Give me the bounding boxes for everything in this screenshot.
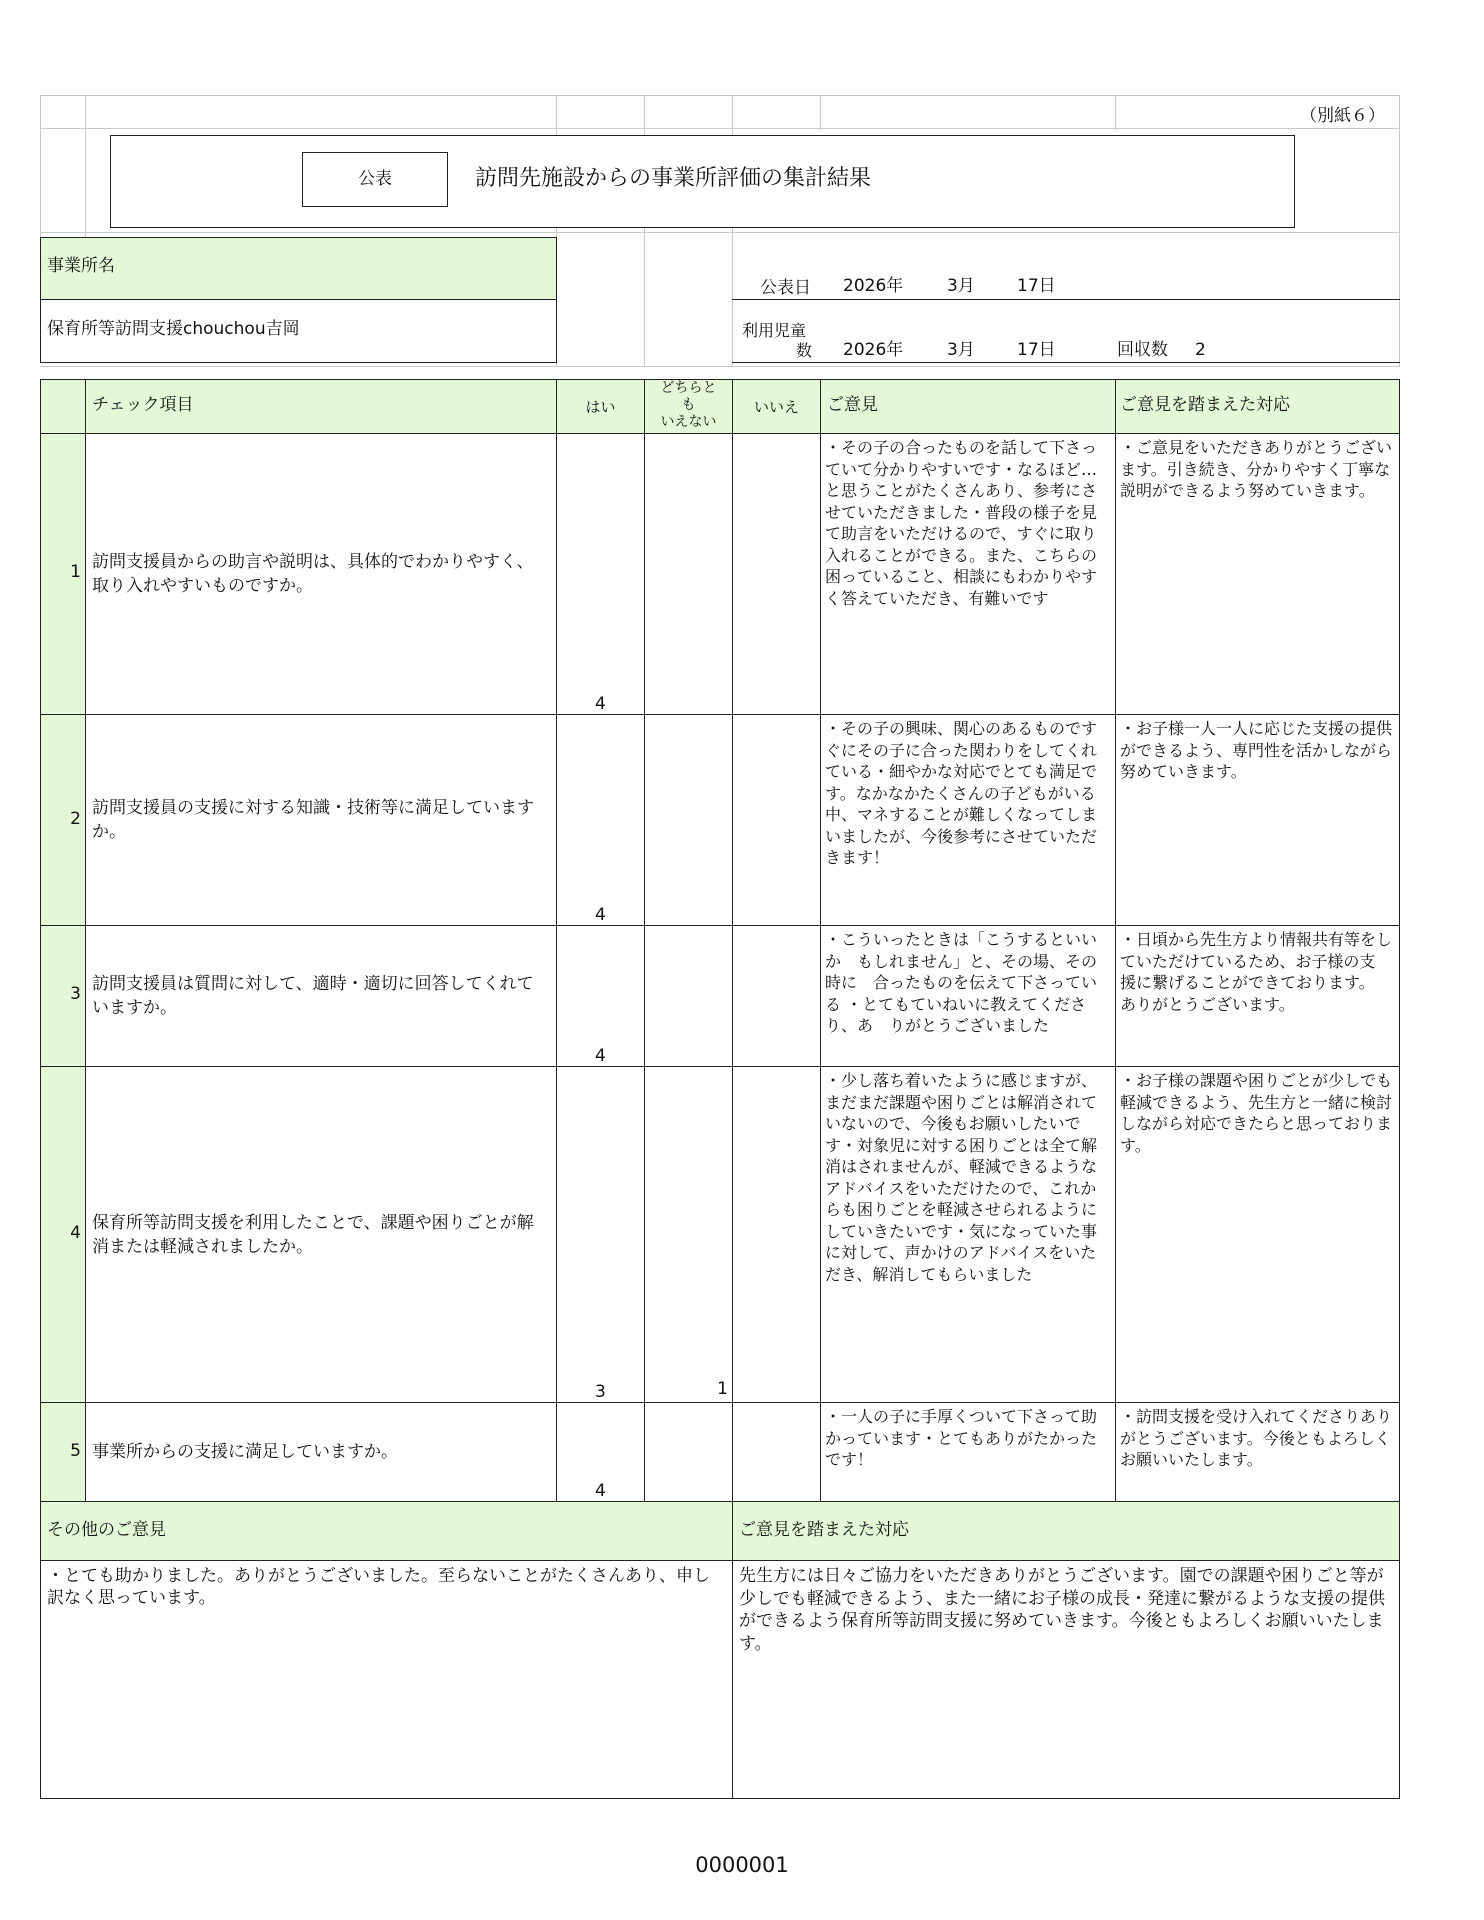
header-yes: はい (556, 379, 645, 434)
no-count-cell (732, 925, 821, 1067)
check-item (85, 925, 557, 1067)
attachment-label: （別紙６） (1300, 106, 1385, 126)
yes-count-cell (556, 433, 645, 715)
header-neither-line3: いえない (660, 414, 717, 430)
response-text: ・お子様一人一人に応じた支援の提供ができるよう、専門性を活かしながら努めていきます。 (1115, 714, 1400, 926)
responses-count: 2 (1195, 340, 1206, 360)
yes-count: 4 (595, 905, 606, 925)
header-number (40, 379, 86, 434)
children-count-label-1: 利用児童 (742, 321, 807, 340)
header-neither-line2: も (681, 397, 696, 413)
gridline (1115, 95, 1116, 130)
yes-count: 4 (595, 1481, 606, 1501)
other-response-label: ご意見を踏まえた対応 (732, 1501, 1400, 1561)
header-response: ご意見を踏まえた対応 (1115, 379, 1400, 434)
header-opinion: ご意見 (820, 379, 1116, 434)
response-text: ・お子様の課題や困りごとが少しでも軽減できるよう、先生方と一緒に検討しながら対応できたらと思っております。 (1115, 1066, 1400, 1403)
row-number: 1 (70, 562, 81, 582)
yes-count: 4 (595, 1046, 606, 1066)
other-response-text: 先生方には日々ご協力をいただきありがとうございます。園での課題や困りごと等が少しでも軽減できるよう、また一緒にお子様の成長・発達に繋がるような支援の提供ができるよう保育所等訪問支援に努めていきます。今後ともよろしくお願いいたします。 (732, 1560, 1400, 1799)
check-item-text: 訪問支援員からの助言や説明は、具体的でわかりやすく、取り入れやすいものですか。 (92, 552, 534, 596)
publish-day: 17日 (1017, 276, 1056, 296)
check-item-text: 事業所からの支援に満足していますか。 (92, 1442, 398, 1462)
office-name-label: 事業所名 (40, 237, 557, 300)
row-number: 2 (70, 809, 81, 829)
other-opinion-label: その他のご意見 (40, 1501, 733, 1561)
header-check-item: チェック項目 (85, 379, 557, 434)
check-item (85, 1066, 557, 1403)
no-count-cell (732, 1066, 821, 1403)
neither-count-cell (644, 1066, 733, 1403)
children-day: 17日 (1017, 340, 1056, 360)
opinion-text: ・こういったときは「こうするといいか もしれません」と、その場、その時に 合ったものを伝えて下さっている ・とてもていねいに教えてくださり、あ りがとうございました (820, 925, 1116, 1067)
response-text: ・ご意見をいただきありがとうございます。引き続き、分かりやすく丁寧な説明ができるよう努めていきます。 (1115, 433, 1400, 715)
gridline (40, 366, 1400, 367)
opinion-text: ・一人の子に手厚くついて下さって助かっています・とてもありがたかったです！ (820, 1402, 1116, 1502)
gridline (85, 95, 86, 237)
neither-count-cell (644, 1402, 733, 1502)
row-number-cell (40, 1066, 86, 1403)
response-text: ・訪問支援を受け入れてくださりありがとうございます。今後ともよろしくお願いいたします。 (1115, 1402, 1400, 1502)
neither-count-cell (644, 714, 733, 926)
publish-date-label: 公表日 (760, 278, 811, 298)
rule (732, 362, 1400, 363)
check-item-text: 保育所等訪問支援を利用したことで、課題や困りごとが解消または軽減されましたか。 (92, 1212, 534, 1257)
neither-count-cell (644, 433, 733, 715)
children-month: 3月 (947, 340, 975, 360)
gridline (1399, 95, 1400, 367)
gridline (40, 232, 1400, 233)
gridline (40, 128, 1400, 129)
opinion-text: ・その子の興味、関心のあるものですぐにその子に合った関わりをしてくれている・細やかな対応でとても満足です。なかなかたくさんの子どもがいる中、マネすることが難しくなってしまいましたが、今後参考にさせていただきます！ (820, 714, 1116, 926)
rule (732, 299, 1400, 300)
gridline (40, 95, 1400, 96)
yes-count-cell (556, 925, 645, 1067)
neither-count-cell (644, 925, 733, 1067)
office-name: 保育所等訪問支援chouchou吉岡 (40, 299, 557, 363)
children-count-label-2: 数 (796, 341, 813, 360)
response-text: ・日頃から先生方より情報共有等をし ていただけているため、お子様の支 援に繋げることができております。 ありがとうございます。 (1115, 925, 1400, 1067)
row-number: 5 (70, 1441, 81, 1461)
row-number: 4 (70, 1223, 81, 1243)
yes-count-cell (556, 714, 645, 926)
publish-month: 3月 (947, 276, 975, 296)
opinion-text: ・その子の合ったものを話して下さっていて分かりやすいです・なるほど…と思うことがたくさんあり、参考にさせていただきました・普段の様子を見て助言をいただけるので、すぐに取り入れることができる。また、こちらの困っていること、相談にもわかりやすく答えていただき、有難いです (820, 433, 1116, 715)
no-count-cell (732, 433, 821, 715)
check-item-text: 訪問支援員の支援に対する知識・技術等に満足していますか。 (92, 798, 534, 842)
check-item-text: 訪問支援員は質問に対して、適時・適切に回答してくれていますか。 (92, 974, 534, 1018)
yes-count-cell (556, 1402, 645, 1502)
gridline (40, 95, 41, 237)
row-number: 3 (70, 984, 81, 1004)
page-title: 訪問先施設からの事業所評価の集計結果 (475, 166, 872, 191)
row-number-cell (40, 925, 86, 1067)
neither-count: 1 (717, 1379, 728, 1399)
header-no: いいえ (732, 379, 821, 434)
check-item (85, 1402, 557, 1502)
gridline (820, 95, 821, 130)
no-count-cell (732, 1402, 821, 1502)
yes-count: 3 (595, 1382, 606, 1402)
no-count-cell (732, 714, 821, 926)
row-number-cell (40, 714, 86, 926)
page-code: 0000001 (695, 1853, 789, 1877)
responses-label: 回収数 (1117, 340, 1168, 360)
check-item (85, 433, 557, 715)
yes-count: 4 (595, 694, 606, 714)
children-year: 2026年 (843, 340, 904, 360)
other-opinion-text: ・とても助かりました。ありがとうございました。至らないことがたくさんあり、申し訳なく思っています。 (40, 1560, 733, 1799)
yes-count-cell (556, 1066, 645, 1403)
header-neither-line1: どちらと (660, 380, 717, 396)
row-number-cell (40, 433, 86, 715)
header-neither (644, 379, 733, 434)
opinion-text: ・少し落ち着いたように感じますが、まだまだ課題や困りごとは解消されていないので、今後もお願いしたいです・対象児に対する困りごとは全て解消はされませんが、軽減できるようなアドバイスをいただけたので、これからも困りごとを軽減させられるようにしていきたいです・気になっていた事に対して、声かけのアドバイスをいただき、解消してもらいました (820, 1066, 1116, 1403)
publish-year: 2026年 (843, 276, 904, 296)
publication-badge: 公表 (302, 152, 448, 207)
check-item (85, 714, 557, 926)
row-number-cell (40, 1402, 86, 1502)
